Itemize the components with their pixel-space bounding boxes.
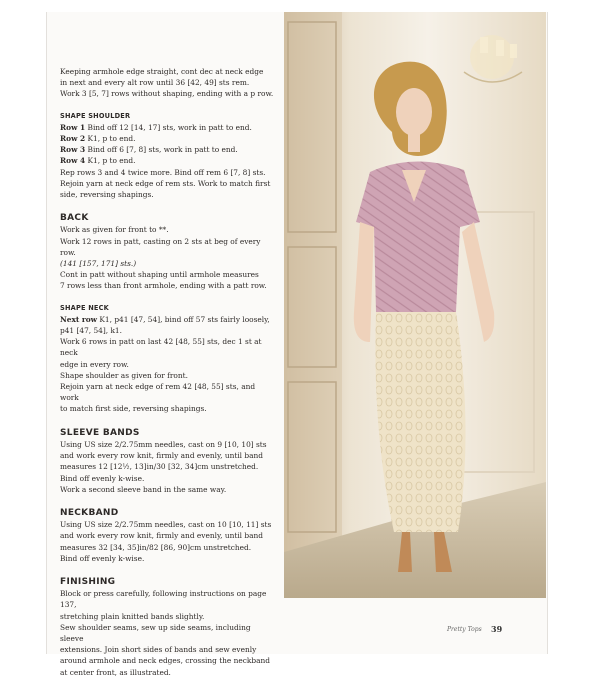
row-label: Row 1 <box>60 122 86 132</box>
row-instruction <box>60 155 276 166</box>
neck-line: edge in every row. <box>60 359 129 369</box>
row-text: K1, p41 [47, 54], bind off 57 sts fairly loosely, <box>99 314 270 324</box>
neckband-heading: NECKBAND <box>60 507 119 518</box>
row-instruction <box>60 314 276 325</box>
back-line: 7 rows less than front armhole, ending with a patt row. <box>60 281 267 291</box>
neck-line: Work 6 rows in patt on last 42 [48, 55] sts, dec 1 st at neck <box>60 337 262 358</box>
intro-line: Keeping armhole edge straight, cont dec at neck edge <box>60 67 264 76</box>
row-text: Bind off 12 [14, 17] sts, work in patt to end. <box>87 122 252 132</box>
row-instruction <box>60 144 276 155</box>
row-instruction <box>60 133 276 144</box>
back-stitch-count: (141 [157, 171] sts.) <box>60 259 137 269</box>
neckband-line: Bind off evenly k-wise. <box>60 553 145 563</box>
neck-line: to match first side, reversing shapings. <box>60 404 207 414</box>
finishing-line: stretching plain knitted bands slightly. <box>60 611 205 621</box>
row-label: Next row <box>60 314 98 324</box>
sleeve-line: Using US size 2/2.75mm needles, cast on 9 [10, 10] sts <box>60 439 267 449</box>
shoulder-line: Rejoin yarn at neck edge of rem sts. Work to match first <box>60 178 271 188</box>
back-line: Work 12 rows in patt, casting on 2 sts at beg of every row. <box>60 236 261 257</box>
row-label: Row 2 <box>60 134 86 144</box>
finishing-line: around armhole and neck edges, crossing the neckband <box>60 656 271 666</box>
shape-shoulder-heading: SHAPE SHOULDER <box>60 111 131 120</box>
page-number: 39 <box>491 624 503 634</box>
sleeve-bands-heading: SLEEVE BANDS <box>60 427 140 438</box>
sleeve-line: Bind off evenly k-wise. <box>60 473 145 483</box>
model-photo <box>284 12 546 598</box>
neckband-line: Using US size 2/2.75mm needles, cast on 10 [10, 11] sts <box>60 520 272 530</box>
back-line: Work as given for front to **. <box>60 225 169 235</box>
back-line: Cont in patt without shaping until armhole measures <box>60 270 259 280</box>
neckband-line: measures 32 [34, 35]in/82 [86, 90]cm unstretched. <box>60 542 252 552</box>
finishing-line: Sew shoulder seams, sew up side seams, including sleeve <box>60 622 251 643</box>
shoulder-line: Rep rows 3 and 4 twice more. Bind off rem 6 [7, 8] sts. <box>60 167 266 177</box>
neckband-line: and work every row knit, firmly and evenly, until band <box>60 531 264 541</box>
neck-line: Shape shoulder as given for front. <box>60 370 188 380</box>
finishing-line: extensions. Join short sides of bands and sew evenly <box>60 645 257 655</box>
row-text: K1, p to end. <box>87 156 136 166</box>
sleeve-line: Work a second sleeve band in the same way. <box>60 484 227 494</box>
sleeve-line: measures 12 [12½, 13]in/30 [32, 34]cm unstretched. <box>60 462 259 472</box>
shoulder-line: side, reversing shapings. <box>60 190 154 200</box>
sleeve-line: and work every row knit, firmly and evenly, until band <box>60 451 264 461</box>
back-heading: BACK <box>60 213 89 224</box>
intro-line: Work 3 [5, 7] rows without shaping, ending with a p row. <box>60 89 274 99</box>
row-instruction <box>60 122 276 133</box>
row-text: Bind off 6 [7, 8] sts, work in patt to end. <box>87 145 238 155</box>
intro-line: in next and every alt row until 36 [42, 49] sts rem. <box>60 78 250 88</box>
neck-line: p41 [47, 54], k1. <box>60 326 122 336</box>
footer-section-title: Pretty Tops <box>447 626 482 633</box>
finishing-heading: FINISHING <box>60 576 116 587</box>
row-label: Row 4 <box>60 156 86 166</box>
row-label: Row 3 <box>60 145 86 155</box>
finishing-line: Block or press carefully, following instructions on page 137, <box>60 589 267 610</box>
pattern-text-column <box>60 66 276 678</box>
row-text: K1, p to end. <box>87 134 136 144</box>
shape-neck-heading: SHAPE NECK <box>60 303 109 312</box>
finishing-line: at center front, as illustrated. <box>60 667 171 677</box>
neck-line: Rejoin yarn at neck edge of rem 42 [48, 55] sts, and work <box>60 382 256 403</box>
